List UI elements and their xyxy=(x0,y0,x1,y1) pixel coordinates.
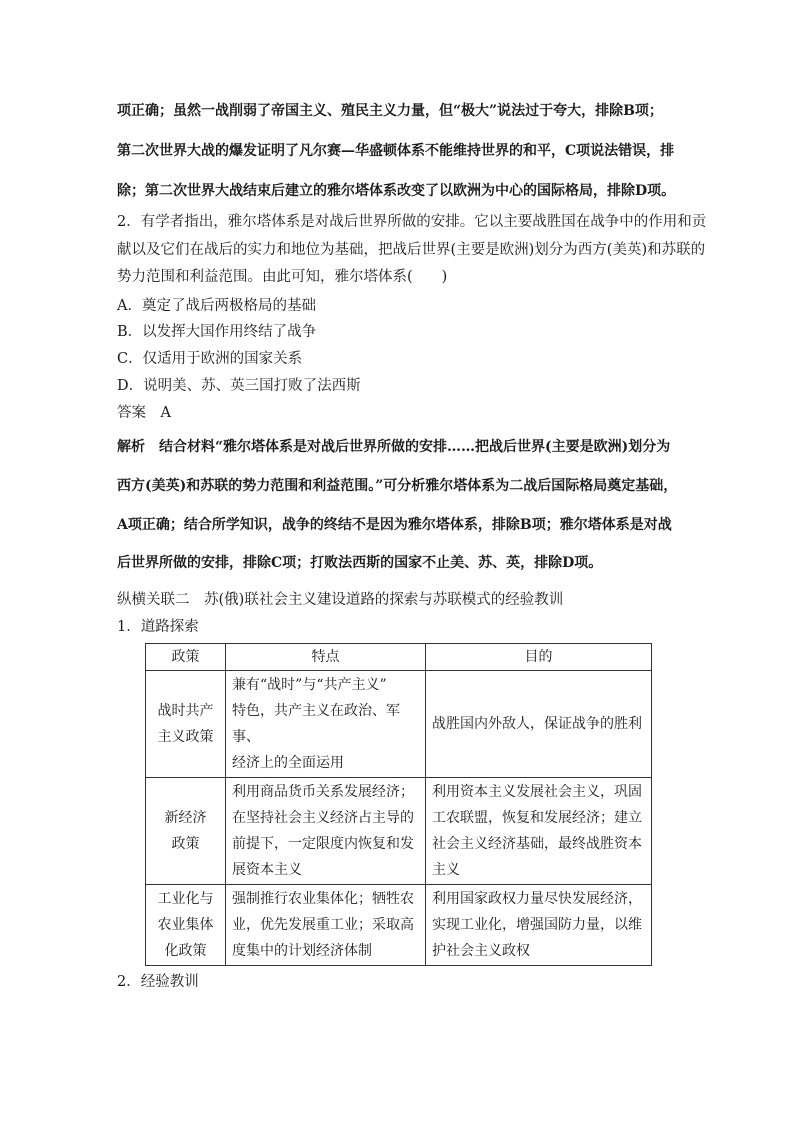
policy-cell xyxy=(146,778,226,885)
question-stem: 势力范围和利益范围。由此可知，雅尔塔体系( ) xyxy=(117,269,448,285)
cell-line: 特色，共产主义在政治、军事、 xyxy=(232,703,400,745)
cell-line: 业，优先发展重工业；采取高 xyxy=(232,917,414,933)
section-title: 纵横关联二 苏(俄)联社会主义建设道路的探索与苏联模式的经验教训 xyxy=(117,592,564,608)
analysis-line: 项正确；虽然一战削弱了帝国主义、殖民主义力量，但“极大”说法过于夸大，排除B项； xyxy=(117,103,663,119)
analysis-line: 解析 结合材料“雅尔塔体系是对战后世界所做的安排……把战后世界(主要是欧洲)划分为 xyxy=(117,439,671,455)
option-a: A．奠定了战后两极格局的基础 xyxy=(117,298,316,314)
subsection-title: 2．经验教训 xyxy=(117,974,199,990)
feature-cell xyxy=(226,885,426,966)
question-stem: 2．有学者指出，雅尔塔体系是对战后世界所做的安排。它以主要战胜国在战争中的作用和贡 xyxy=(117,214,707,230)
subsection-title: 1．道路探索 xyxy=(117,619,199,635)
cell-line: 主义 xyxy=(432,862,460,878)
analysis-line: 后世界所做的安排，排除C项；打败法西斯的国家不止美、苏、英，排除D项。 xyxy=(117,555,603,571)
table-header: 政策 xyxy=(146,644,226,671)
cell-line: 战时共产 xyxy=(157,703,214,719)
cell-line: 利用国家政权力量尽快发展经济， xyxy=(432,891,642,907)
cell-line: 实现工业化，增强国防力量，以维 xyxy=(432,917,642,933)
goal-cell xyxy=(426,778,652,885)
cell-line: 前提下，一定限度内恢复和发 xyxy=(232,836,414,852)
cell-line: 在坚持社会主义经济占主导的 xyxy=(232,810,414,826)
cell-line: 战胜国内外敌人，保证战争的胜利 xyxy=(432,716,642,732)
cell-line: 工农联盟，恢复和发展经济；建立 xyxy=(432,810,642,826)
analysis-line: A项正确；结合所学知识，战争的终结不是因为雅尔塔体系，排除B项；雅尔塔体系是对战 xyxy=(117,517,672,533)
policy-cell xyxy=(146,885,226,966)
policy-cell xyxy=(146,671,226,778)
table-row xyxy=(146,885,652,966)
policy-table xyxy=(145,643,651,966)
cell-line: 护社会主义政权 xyxy=(432,943,530,959)
cell-line: 工业化与 xyxy=(157,891,214,907)
analysis-line: 第二次世界大战的爆发证明了凡尔赛—华盛顿体系不能维持世界的和平，C项说法错误，排 xyxy=(117,143,675,159)
analysis-line: 西方(美英)和苏联的势力范围和利益范围。”可分析雅尔塔体系为二战后国际格局奠定基础， xyxy=(117,478,678,494)
feature-cell xyxy=(226,671,426,778)
analysis-line: 除；第二次世界大战结束后建立的雅尔塔体系改变了以欧洲为中心的国际格局，排除D项。 xyxy=(117,183,676,199)
cell-line: 兼有“战时”与“共产主义” xyxy=(232,677,387,693)
cell-line: 强制推行农业集体化；牺牲农 xyxy=(232,891,414,907)
answer: 答案 A xyxy=(117,405,171,421)
cell-line: 经济上的全面运用 xyxy=(232,755,344,771)
option-d: D．说明美、苏、英三国打败了法西斯 xyxy=(117,378,361,394)
table-row xyxy=(146,778,652,885)
cell-line: 新经济 xyxy=(164,810,207,826)
cell-line: 政策 xyxy=(171,836,200,852)
table-header: 特点 xyxy=(226,644,426,671)
table-header-row xyxy=(146,644,652,671)
table-header: 目的 xyxy=(426,644,652,671)
feature-cell xyxy=(226,778,426,885)
table-row xyxy=(146,671,652,778)
policy-table-grid xyxy=(145,643,652,966)
cell-line: 社会主义经济基础，最终战胜资本 xyxy=(432,836,642,852)
option-c: C．仅适用于欧洲的国家关系 xyxy=(117,351,303,367)
cell-line: 农业集体 xyxy=(157,917,214,933)
cell-line: 主义政策 xyxy=(157,729,214,745)
option-b: B．以发挥大国作用终结了战争 xyxy=(117,324,317,340)
cell-line: 度集中的计划经济体制 xyxy=(232,943,372,959)
cell-line: 展资本主义 xyxy=(232,862,302,878)
cell-line: 利用商品货币关系发展经济； xyxy=(232,784,414,800)
question-stem: 献以及它们在战后的实力和地位为基础，把战后世界(主要是欧洲)划分为西方(美英)和苏联的 xyxy=(117,242,706,258)
cell-line: 化政策 xyxy=(164,943,207,959)
cell-line: 利用资本主义发展社会主义，巩固 xyxy=(432,784,642,800)
goal-cell xyxy=(426,885,652,966)
goal-cell xyxy=(426,671,652,778)
